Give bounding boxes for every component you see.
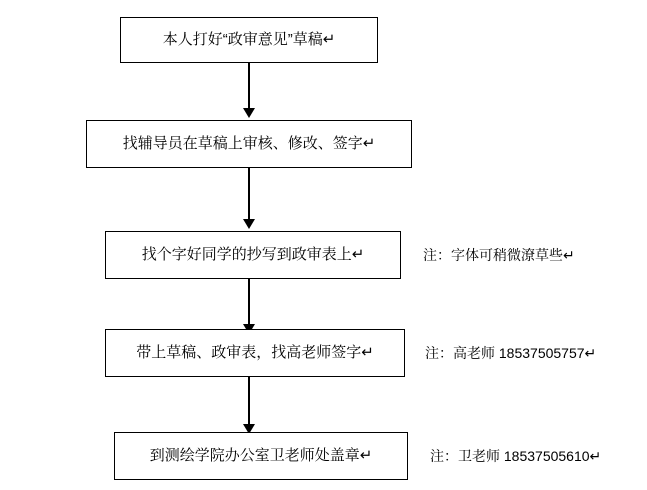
flow-node-step3[interactable] — [105, 231, 401, 279]
flow-note-step4 — [425, 345, 596, 362]
flow-node-step1-label: 本人打好“政审意见”草稿↵ — [162, 31, 336, 48]
flow-note-step3-text: 注：字体可稍微潦草些↵ — [423, 247, 575, 263]
flow-note-step4-text: 注：高老师 18537505757↵ — [425, 345, 597, 361]
flow-note-step3 — [423, 247, 575, 264]
flow-node-step1[interactable] — [120, 17, 378, 63]
flow-node-step2-label: 找辅导员在草稿上审核、修改、签字↵ — [122, 135, 376, 152]
arrowhead-step1-step2 — [243, 108, 255, 118]
flow-note-step5-text: 注：卫老师 18537505610↵ — [430, 448, 602, 464]
arrowhead-step2-step3 — [243, 219, 255, 229]
connector-step3-step4 — [248, 279, 250, 327]
flow-node-step5-label: 到测绘学院办公室卫老师处盖章↵ — [149, 447, 373, 464]
connector-step2-step3 — [248, 168, 250, 222]
connector-step4-step5 — [248, 377, 250, 427]
flow-node-step4[interactable] — [105, 329, 405, 377]
flow-note-step5 — [430, 448, 601, 465]
connector-step1-step2 — [248, 63, 250, 111]
flow-node-step2[interactable] — [86, 120, 412, 168]
flow-node-step4-label: 带上草稿、政审表，找高老师签字↵ — [136, 344, 374, 361]
flow-node-step3-label: 找个字好同学的抄写到政审表上↵ — [141, 246, 365, 263]
flow-node-step5[interactable] — [114, 432, 408, 480]
